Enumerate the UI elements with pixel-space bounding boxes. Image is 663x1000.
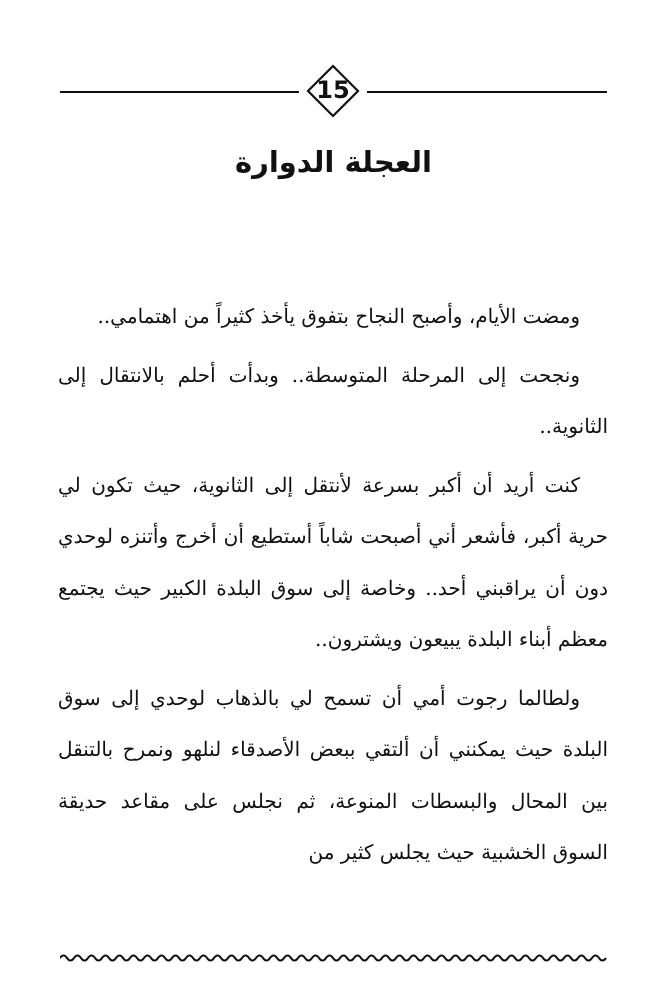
wave-line bbox=[60, 956, 606, 961]
bottom-wave-divider bbox=[60, 952, 607, 964]
header-rule-left bbox=[60, 91, 299, 93]
body-text bbox=[58, 291, 608, 886]
paragraph: ونجحت إلى المرحلة المتوسطة.. وبدأت أحلم بالانتقال إلى الثانوية.. bbox=[58, 362, 608, 438]
page-number: 15 bbox=[316, 76, 350, 104]
header-rule-right bbox=[367, 91, 607, 93]
paragraph: ولطالما رجوت أمي أن تسمح لي بالذهاب لوحدي إلى سوق البلدة حيث يمكنني أن ألتقي ببعض الأصدقاء لنلهو ونمرح بالتنقل بين المحال والبسطات المنوعة، ثم نجلس على مقاعد حديقة السوق الخشبية حيث يجلس كثير من bbox=[58, 685, 608, 864]
chapter-title: العجلة الدوارة bbox=[235, 145, 432, 179]
paragraph: كنت أريد أن أكبر بسرعة لأنتقل إلى الثانوية، حيث تكون لي حرية أكبر، فأشعر أني أصبحت شاباً أستطيع أن أخرج وأتنزه لوحدي دون أن يراقبني أحد.. وخاصة إلى سوق البلدة الكبير حيث يجتمع معظم أبناء البلدة يبيعون ويشترون.. bbox=[58, 472, 608, 651]
paragraph: ومضت الأيام، وأصبح النجاح بتفوق يأخذ كثيراً من اهتمامي.. bbox=[97, 304, 580, 328]
